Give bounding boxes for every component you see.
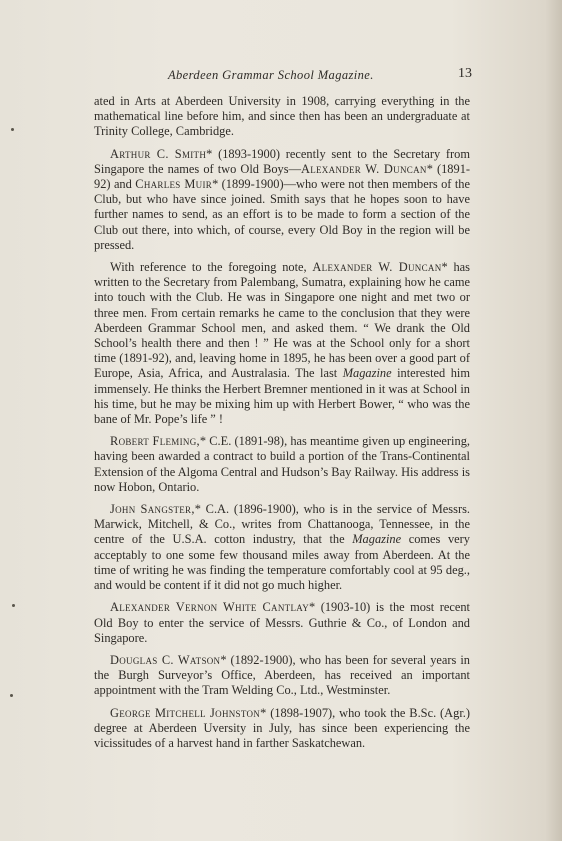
paragraph-text: comes very acceptably to one some few thousand miles away from Aberdeen. At the time of writing he was finding the temperature comfortably cool at 95 deg., and would be content if it did not go much higher. <box>94 532 470 593</box>
paragraph-continuation: ated in Arts at Aberdeen University in 1908, carrying everything in the mathematical line before him, and since then has been an undergraduate at Trinity College, Cambridge. <box>94 94 470 139</box>
paragraph-text: * (1893-1900) recently sent to the Secretary from Singapore the names of two Old Boys— <box>94 146 470 176</box>
person-name: Charles Muir <box>135 177 213 192</box>
article-body <box>94 94 470 758</box>
paragraph-text: * C.A. (1896-1900), who is in the service of Messrs. Marwick, Mitchell, & Co., writes from Chattanooga, Tennessee, in the centre of the U.S.A. cotton industry, that the <box>94 502 470 547</box>
paragraph-duncan <box>94 260 470 427</box>
paragraph-text: * (1898-1907), who took the B.Sc. (Agr.) degree at Aberdeen Uversity in July, has since been experiencing the vicissitudes of a harvest hand in farther Saskatchewan. <box>94 705 470 750</box>
page-number: 13 <box>458 66 472 81</box>
margin-speck <box>10 694 13 697</box>
person-name: Robert Fleming, <box>110 434 200 449</box>
person-name: Alexander W. Duncan <box>312 260 442 275</box>
paragraph-fleming <box>94 434 470 495</box>
paragraph-johnston <box>94 706 470 752</box>
paragraph-smith <box>94 147 470 253</box>
magazine-title: Magazine <box>342 366 392 381</box>
person-name: Alexander Vernon White Cantlay <box>110 600 310 615</box>
paragraph-text: * (1903-10) is the most recent Old Boy to enter the service of Messrs. Guthrie & Co., of London and Singapore. <box>94 600 470 645</box>
paragraph-text: * (1892-1900), who has been for several years in the Burgh Surveyor’s Office, Aberdeen, has received an important appointment with the Tram Welding Co., Ltd., Westminster. <box>94 652 470 698</box>
person-name: Alexander W. Duncan <box>300 161 427 176</box>
paragraph-sangster <box>94 502 470 593</box>
page-header <box>90 66 472 88</box>
person-name: Arthur C. Smith <box>110 146 207 161</box>
paragraph-text: * (1899-1900)—who were not then members of the Club, but who have since joined. Smith says that he hopes soon to have further names to send, as an effort is to be made to form a section of the Club out there, into which, of course, every Old Boy in the region will be pressed. <box>94 177 470 252</box>
running-title: Aberdeen Grammar School Magazine. <box>168 68 374 82</box>
person-name: Douglas C. Watson <box>110 652 221 667</box>
paragraph-cantlay <box>94 600 470 646</box>
margin-speck <box>12 604 15 607</box>
paragraph-text: * has written to the Secretary from Palembang, Sumatra, explaining how he came into touch with the Club. He was in Singapore one night and met two or three men. From certain remarks he came to the conclusion that they were Aberdeen Grammar School men, and asked them. “ We drank the Old School’s health there and then ! ” He was at the School only for a short time (1891-92), and, leaving home in 1895, he has been over a good part of Europe, Asia, Africa, and Australasia. The last <box>94 260 471 381</box>
paragraph-text: interested him immensely. He thinks the Herbert Bremner mentioned in it was at School in his time, but he may be mixing him up with Herbert Bower, “ who was the bane of Mr. Pope’s life ” ! <box>94 366 470 427</box>
margin-speck <box>11 128 14 131</box>
paragraph-text: With reference to the foregoing note, <box>110 260 313 275</box>
paragraph-text: * C.E. (1891-98), has meantime given up engineering, having been awarded a contract to build a portion of the Trans-Continental Extension of the Algoma Central and Hudson’s Bay Railway. His address is now Hobon, Ontario. <box>94 434 470 494</box>
person-name: George Mitchell Johnston <box>110 705 261 720</box>
paragraph-text: * (1891-92) and <box>94 161 471 192</box>
paragraph-watson <box>94 653 470 699</box>
magazine-title: Magazine <box>352 532 402 547</box>
person-name: John Sangster, <box>110 502 195 517</box>
